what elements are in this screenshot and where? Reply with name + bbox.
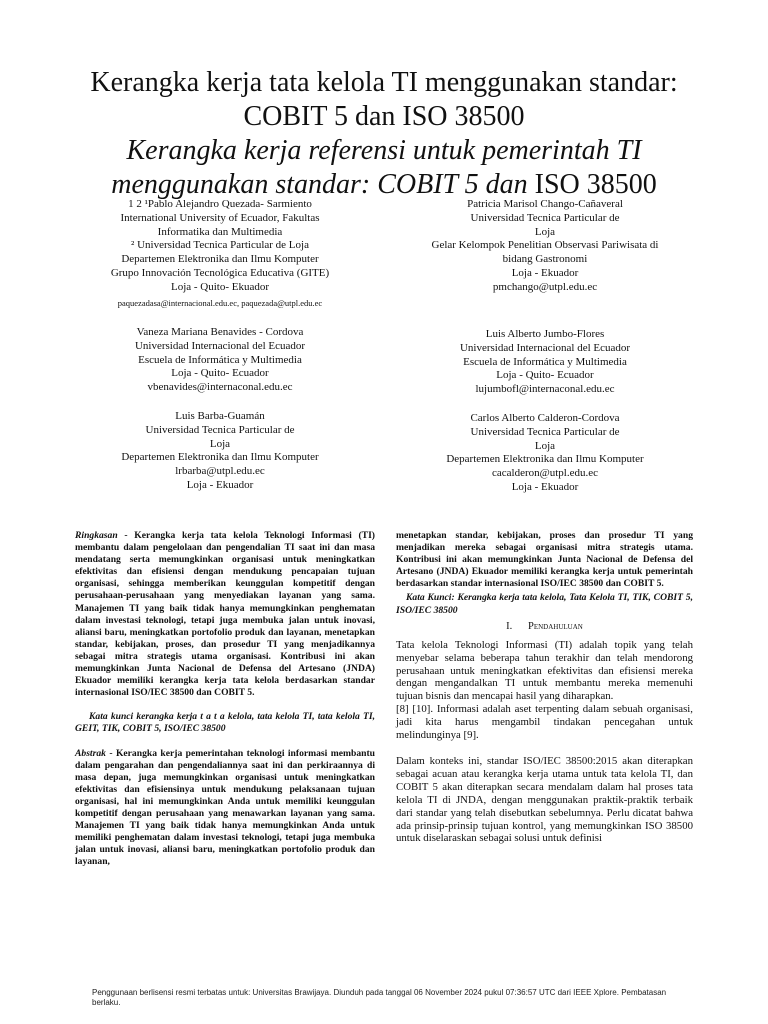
section-heading	[396, 621, 693, 633]
subtitle-line-2-italic: menggunakan standar: COBIT 5 dan	[111, 169, 535, 200]
title-line-2: COBIT 5 dan ISO 38500	[243, 101, 525, 132]
author-line: lrbarba@utpl.edu.ec	[175, 465, 265, 478]
author-line: Loja	[534, 225, 556, 238]
author-line: Escuela de Informática y Multimedia	[463, 355, 627, 368]
author-line: Escuela de Informática y Multimedia	[138, 353, 302, 366]
author-line: Departemen Elektronika dan Ilmu Komputer	[121, 451, 319, 464]
ringkasan-label: Ringkasan	[75, 530, 118, 541]
author-block-4	[400, 328, 690, 397]
right-column	[396, 530, 693, 845]
author-line: Universidad Internacional del Ecuador	[459, 341, 631, 354]
author-line: Loja	[534, 439, 556, 452]
author-line: lujumbofl@internaconal.edu.ec	[475, 383, 615, 396]
ringkasan-paragraph	[75, 530, 375, 699]
intro-paragraph-1: Tata kelola Teknologi Informasi (TI) adalah topik yang telah menyebar selama beberapa tahun terakhir dan telah mendorong perusahaan untuk meningkatkan efektivitas dan efisiensi mereka dengan mengandalkan TI untuk membantu mereka memenuhi tujuan bisnis dan mencapai hasil yang diharapkan.	[396, 638, 693, 703]
author-line: cacalderon@utpl.edu.ec	[491, 467, 599, 480]
author-line: Vaneza Mariana Benavides - Cordova	[136, 326, 304, 338]
subtitle-line-2-plain: ISO 38500	[534, 169, 657, 200]
author-line: Informatika dan Multimedia	[157, 225, 283, 238]
author-line: Universidad Tecnica Particular de	[470, 425, 620, 438]
author-block-3	[80, 326, 360, 395]
author-line: Carlos Alberto Calderon-Cordova	[470, 412, 620, 424]
author-line: vbenavides@internaconal.edu.ec	[147, 381, 293, 394]
author-line: Loja - Ekuador	[511, 480, 579, 493]
abstrak-text: - Kerangka kerja pemerintahan teknologi informasi membantu dalam pengarahan dan pengendaliannya saat ini dan perkiraannya di masa depan, juga memungkinkan organisasi untuk meningkatkan efektivitas dan efisiensinya untuk mendukung pelaksanaan tujuan organisasi, hal ini memungkinkan Anda untuk memiliki keunggulan kompetitif dengan perusahaan yang menawarkan layanan yang sama. Manajemen TI yang baik tidak hanya memungkinkan Anda untuk memiliki penghematan dalam investasi teknologi, tetapi juga membuka jalan untuk inovasi, aliansi baru, meningkatkan portofolio produk dan layanan,	[75, 747, 375, 868]
author-line: Loja - Quito- Ecuador	[496, 369, 594, 382]
author-block-2	[400, 198, 690, 295]
author-line: Patricia Marisol Chango-Cañaveral	[467, 198, 623, 210]
abstract-continuation: menetapkan standar, kebijakan, proses dan prosedur TI yang menjadikan mereka sebagai organisasi mitra strategis utama. Kontribusi ini akan memungkinkan Junta Nacional de Defensa del Artesano (JNDA) Ekuador memiliki kerangka kerja untuk pemerintah berdasarkan standar internasional ISO/IEC 38500 dan COBIT 5.	[396, 530, 693, 590]
license-footer: Penggunaan berlisensi resmi terbatas untuk: Universitas Brawijaya. Diunduh pada tanggal 06 November 2024 pukul 07:36:57 UTC dari IEEE Xplore. Pembatasan berlaku.	[92, 988, 667, 1007]
author-line: Luis Barba-Guamán	[175, 410, 265, 422]
author-block-1	[80, 198, 360, 310]
author-line: Departemen Elektronika dan Ilmu Komputer	[121, 253, 319, 266]
paper-title	[40, 66, 728, 134]
author-line: Loja - Ekuador	[186, 478, 254, 491]
author-line: bidang Gastronomi	[502, 253, 588, 266]
author-line: Luis Alberto Jumbo-Flores	[485, 328, 605, 340]
author-line: Universidad Tecnica Particular de	[145, 423, 295, 436]
abstrak-paragraph	[75, 748, 375, 869]
paper-subtitle	[40, 134, 728, 202]
author-line: 1 2 ¹Pablo Alejandro Quezada- Sarmiento	[128, 198, 312, 210]
title-line-1: Kerangka kerja tata kelola TI menggunakan standar:	[90, 67, 678, 98]
left-column	[75, 530, 375, 868]
author-line: pmchango@utpl.edu.ec	[492, 280, 598, 293]
author-block-6	[400, 412, 690, 495]
author-block-5	[80, 410, 360, 493]
author-line: Loja - Quito- Ekuador	[170, 280, 270, 293]
kata-kunci-left: Kata kunci kerangka kerja t a t a kelola, tata kelola TI, tata kelola TI, GEIT, TIK, COBIT 5, ISO/IEC 38500	[75, 711, 375, 735]
author-line: Departemen Elektronika dan Ilmu Komputer	[446, 453, 644, 466]
abstrak-label: Abstrak	[75, 747, 106, 759]
author-line: Grupo Innovación Tecnológica Educativa (GITE)	[110, 266, 330, 279]
author-line: Loja - Ekuador	[511, 266, 579, 279]
kata-kunci-right: Kata Kunci: Kerangka kerja tata kelola, Tata Kelola TI, TIK, COBIT 5, ISO/IEC 38500	[396, 592, 693, 616]
author-line: Loja - Quito- Ecuador	[171, 367, 269, 380]
author-line: International University of Ecuador, Fakultas	[120, 211, 320, 224]
author-line: Universidad Tecnica Particular de	[470, 211, 620, 224]
author-line: Loja	[209, 437, 231, 450]
author-email: paquezadasa@internacional.edu.ec, paquezada@utpl.edu.ec	[117, 297, 323, 308]
intro-paragraph-2: [8] [10]. Informasi adalah aset terpenting dalam sebuah organisasi, jadi kita harus mengambil tindakan pencegahan untuk melindunginya [9].	[396, 703, 693, 742]
author-line: Gelar Kelompok Penelitian Observasi Pariwisata di	[431, 239, 659, 252]
subtitle-line-1: Kerangka kerja referensi untuk pemerintah TI	[126, 135, 642, 166]
ringkasan-text: - Kerangka kerja tata kelola Teknologi Informasi (TI) membantu dalam pengelolaan dan pengendalian TI saat ini dan masa mendatang serta memungkinkan organisasi untuk meningkatkan efektivitas dan efisiensi dengan mendukung pencapaian tujuan organisasi, sehingga memberikan keunggulan kompetitif dengan perusahaan-perusahaan yang menyediakan layanan yang sama. Manajemen TI yang baik tidak hanya memungkinkan penghematan dalam investasi teknologi, tetapi juga membuka jalan untuk inovasi, aliansi baru, meningkatkan portofolio produk dan layanan, menetapkan standar, kebijakan, proses, dan prosedur TI yang menjadikannya sebagai mitra strategis utama organisasi. Kontribusi ini akan memungkinkan Junta Nacional de Defensa del Artesano (JNDA) Ekuador memiliki kerangka kerja tata kelola berdasarkan standar internasional ISO/IEC 38500 dan COBIT 5.	[75, 530, 375, 699]
section-number: I.	[506, 620, 513, 632]
section-title: Pendahuluan	[528, 620, 583, 632]
author-line: Universidad Internacional del Ecuador	[134, 339, 306, 352]
intro-paragraph-3: Dalam konteks ini, standar ISO/IEC 38500:2015 akan diterapkan sebagai acuan atau kerangka kerja utama untuk tata kelola TI, dan COBIT 5 akan diterapkan secara mendalam dalam hal proses tata kelola TI di JNDA, dengan menggunakan praktik-praktik terbaik dari standar yang telah disebutkan sebelumnya. Perlu dicatat bahwa ada prinsip-prinsip tujuan kontrol, yang memungkinkan ISO 38500 untuk diselaraskan sebagai solusi untuk definisi	[396, 755, 693, 845]
author-line: ² Universidad Tecnica Particular de Loja	[131, 239, 309, 252]
